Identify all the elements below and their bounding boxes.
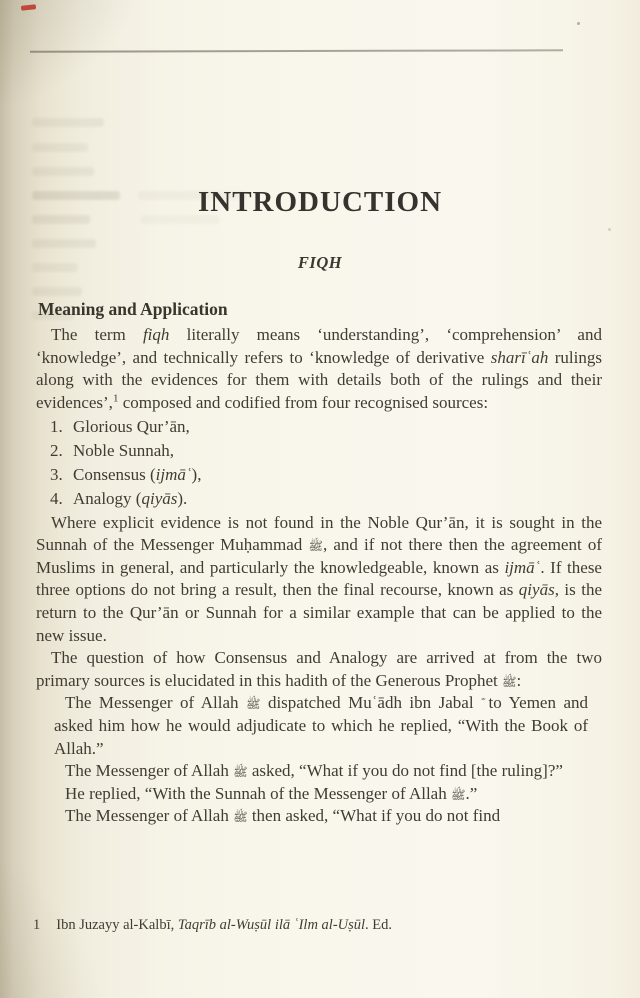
quote-paragraph: The Messenger of Allah ﷺ then asked, “What if you do not find — [65, 806, 501, 826]
hadith-quote-block — [54, 692, 588, 828]
honorific-glyph: ﷺ — [308, 539, 323, 554]
list-item-number: 4. — [50, 488, 63, 508]
quote-paragraph: The Messenger of Allah ﷺ dispatched Muʿādh ibn Jabal to Yemen and asked him how he would adjudicate to which he replied, “With the Book of Allah.” — [54, 693, 588, 758]
paragraph: The question of how Consensus and Analogy are arrived at from the two primary sources is elucidated in this hadith of the Generous Prophet ﷺ: — [36, 648, 602, 690]
list-item: 1. Glorious Qur’ān, — [50, 415, 602, 439]
body-text — [36, 324, 602, 828]
bleed-line — [32, 239, 96, 248]
honorific-glyph: ﷺ — [245, 697, 261, 712]
page-title: INTRODUCTION — [197, 186, 443, 218]
list-item: 3. Consensus (ijmāʿ), — [50, 463, 602, 487]
page-body — [36, 297, 602, 828]
footnote-text: Ibn Juzayy al-Kalbī, Taqrīb al-Wuṣūl ilā ʿIlm al-Uṣūl. Ed. — [56, 917, 393, 933]
red-mark — [21, 4, 36, 11]
list-item: 2. Noble Sunnah, — [50, 439, 602, 463]
section-heading: Meaning and Application — [38, 299, 228, 319]
bleed-line — [32, 143, 88, 152]
quote-paragraph: The Messenger of Allah ﷺ asked, “What if you do not find [the ruling]?” — [65, 761, 563, 781]
bleed-line — [32, 167, 94, 176]
footnote-number: 1 — [33, 917, 41, 933]
top-rule — [30, 49, 563, 52]
footnote — [33, 916, 603, 935]
bleed-line — [32, 118, 104, 127]
honorific-glyph: ﷺ — [233, 765, 248, 780]
list-item-number: 2. — [50, 441, 63, 461]
numbered-list — [50, 415, 602, 510]
bleed-line — [32, 287, 82, 296]
scan-speck — [577, 22, 580, 25]
list-item-number: 3. — [50, 464, 63, 484]
honorific-glyph: ﷺ — [501, 674, 517, 689]
honorific-glyph: ﷺ — [233, 810, 248, 825]
chapter-subtitle: FIQH — [297, 253, 343, 272]
scan-speck — [608, 228, 611, 231]
paragraph: Where explicit evidence is not found in the Noble Qur’ān, it is sought in the Sunnah of the Messenger Muḥammad ﷺ, and if not there then the agreement of Muslims in general, and particularly the knowledgeable, known as ijmāʿ. If these three options do not bring a result, then the final recourse, known as qiyās, is the return to the Qur’ān or Sunnah for a similar example that can be applied to the new issue. — [36, 512, 602, 645]
honorific-glyph: ﷺ — [450, 787, 466, 802]
quote-paragraph: He replied, “With the Sunnah of the Messenger of Allah ﷺ.” — [65, 783, 478, 803]
paragraph: The term fiqh literally means ‘understanding’, ‘comprehension’ and ‘knowledge’, and technically refers to ‘knowledge of derivative sharīʿah rulings along with the evidences for them with details both of the rulings and their evidences’,$^1$ composed and codified from four recognised sources: — [36, 325, 602, 412]
list-item: 4. Analogy (qiyās). — [50, 487, 602, 511]
list-item-number: 1. — [50, 417, 63, 437]
